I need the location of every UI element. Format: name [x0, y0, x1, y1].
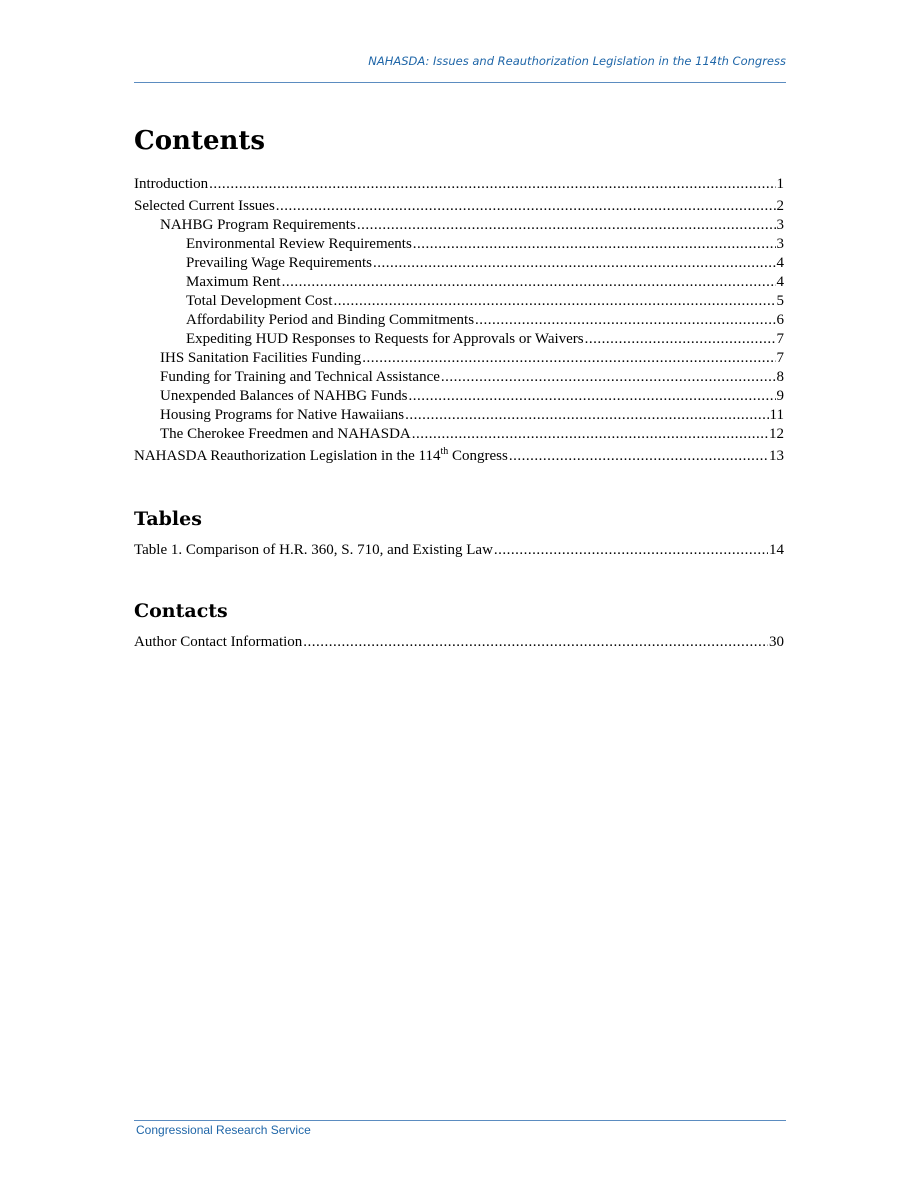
toc-entry-title: Housing Programs for Native Hawaiians	[160, 407, 405, 424]
toc-entry-ihs-sanitation[interactable]	[134, 349, 784, 368]
contacts-heading: Contacts	[134, 599, 228, 622]
toc-entry-title: Environmental Review Requirements	[186, 236, 412, 253]
toc-leader	[276, 197, 776, 216]
toc-leader	[408, 387, 775, 406]
toc-entry-title: Selected Current Issues	[134, 198, 275, 215]
toc-entry-page: 4	[776, 274, 784, 291]
toc-leader	[412, 425, 768, 444]
toc-entry-page: 8	[776, 369, 784, 386]
toc-entry-reauthorization-legislation[interactable]	[134, 447, 784, 466]
document-body	[134, 120, 784, 652]
tables-list	[134, 541, 784, 560]
toc-entry-cherokee-freedmen[interactable]	[134, 425, 784, 444]
toc-leader	[282, 273, 776, 292]
footer-divider	[134, 1120, 786, 1121]
toc-entry-title: Affordability Period and Binding Commitments	[186, 312, 475, 329]
toc-entry-page: 3	[776, 236, 784, 253]
toc-leader	[362, 349, 775, 368]
toc-entry-page: 5	[776, 293, 784, 310]
toc-entry-title: IHS Sanitation Facilities Funding	[160, 350, 362, 367]
toc-entry-title: Unexpended Balances of NAHBG Funds	[160, 388, 408, 405]
toc-entry-title: NAHBG Program Requirements	[160, 217, 356, 234]
toc-entry-training-funding[interactable]	[134, 368, 784, 387]
toc-entry-page: 13	[769, 448, 784, 465]
toc-entry-page: 7	[776, 350, 784, 367]
tables-heading: Tables	[134, 508, 202, 531]
toc-entry-page: 4	[776, 255, 784, 272]
toc-entry-page: 1	[776, 176, 784, 193]
toc-entry-page: 12	[769, 426, 784, 443]
toc-entry-title: Introduction	[134, 176, 209, 193]
toc-entry-selected-current-issues[interactable]	[134, 197, 784, 216]
toc-title-tail: Congress	[448, 448, 508, 465]
contents-list	[134, 175, 784, 466]
toc-entry-affordability-period[interactable]	[134, 311, 784, 330]
footer-publisher: Congressional Research Service	[136, 1123, 311, 1137]
toc-entry-nahbg-program-requirements[interactable]	[134, 216, 784, 235]
toc-entry-title	[134, 447, 508, 466]
toc-entry-title: Expediting HUD Responses to Requests for Approvals or Waivers	[186, 331, 584, 348]
toc-entry-title: Author Contact Information	[134, 633, 303, 650]
toc-leader	[357, 216, 776, 235]
toc-entry-page: 9	[776, 388, 784, 405]
toc-entry-expediting-hud-responses[interactable]	[134, 330, 784, 349]
toc-entry-title: Table 1. Comparison of H.R. 360, S. 710, and Existing Law	[134, 541, 493, 558]
toc-leader	[509, 447, 768, 466]
toc-entry-page: 11	[769, 407, 784, 424]
toc-leader	[441, 368, 776, 387]
toc-leader	[333, 292, 775, 311]
toc-entry-title: Prevailing Wage Requirements	[186, 255, 372, 272]
contacts-list	[134, 633, 784, 652]
toc-entry-prevailing-wage[interactable]	[134, 254, 784, 273]
toc-entry-page: 3	[776, 217, 784, 234]
contents-heading: Contents	[134, 126, 266, 156]
toc-entry-page: 14	[769, 541, 784, 558]
toc-entry-table-1[interactable]	[134, 541, 784, 560]
toc-entry-page: 6	[776, 312, 784, 329]
toc-entry-native-hawaiians[interactable]	[134, 406, 784, 425]
toc-leader	[209, 175, 775, 194]
toc-entry-title: Funding for Training and Technical Assistance	[160, 369, 440, 386]
toc-leader	[303, 633, 768, 652]
header-divider	[134, 82, 786, 83]
toc-entry-total-development-cost[interactable]	[134, 292, 784, 311]
toc-entry-introduction[interactable]	[134, 175, 784, 194]
ordinal-suffix: th	[440, 446, 449, 458]
toc-leader	[405, 406, 768, 425]
toc-entry-author-contact[interactable]	[134, 633, 784, 652]
toc-entry-environmental-review[interactable]	[134, 235, 784, 254]
toc-leader	[494, 541, 768, 560]
toc-entry-page: 7	[776, 331, 784, 348]
toc-leader	[373, 254, 776, 273]
running-header: NAHASDA: Issues and Reauthorization Legislation in the 114th Congress	[368, 54, 786, 68]
toc-entry-maximum-rent[interactable]	[134, 273, 784, 292]
toc-entry-page: 2	[776, 198, 784, 215]
toc-leader	[475, 311, 775, 330]
toc-entry-unexpended-balances[interactable]	[134, 387, 784, 406]
toc-leader	[413, 235, 776, 254]
toc-entry-title: Maximum Rent	[186, 274, 281, 291]
toc-entry-title: Total Development Cost	[186, 293, 333, 310]
toc-leader	[585, 330, 776, 349]
toc-entry-page: 30	[769, 633, 784, 650]
toc-title-main: NAHASDA Reauthorization Legislation in the 114	[134, 448, 441, 465]
toc-entry-title: The Cherokee Freedmen and NAHASDA	[160, 426, 411, 443]
